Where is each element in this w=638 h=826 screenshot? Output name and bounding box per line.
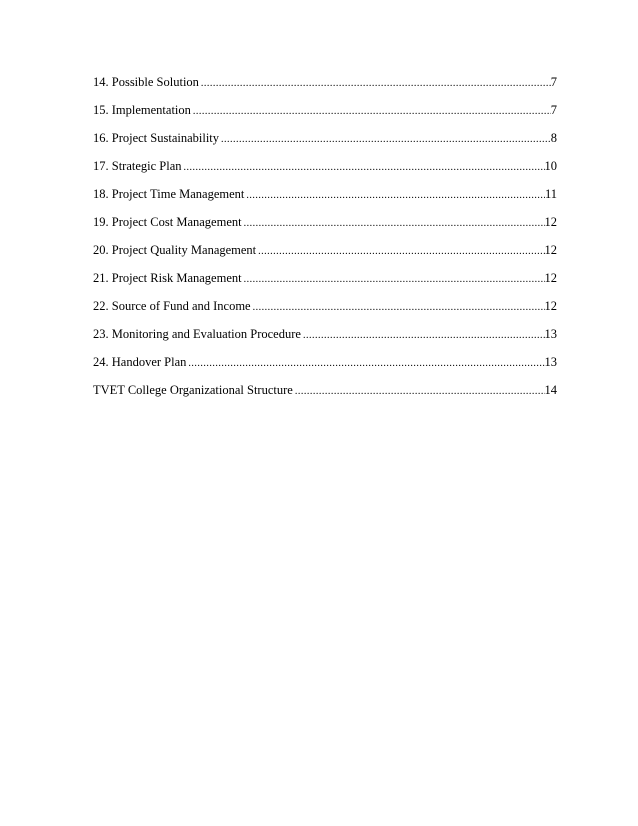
toc-entry-title: 14. Possible Solution xyxy=(93,75,199,89)
toc-page-number: 12 xyxy=(544,299,557,313)
toc-entry[interactable] xyxy=(93,299,557,327)
toc-entry[interactable] xyxy=(93,383,557,411)
toc-dot-leader xyxy=(253,301,545,315)
toc-entry[interactable] xyxy=(93,243,557,271)
toc-entry[interactable] xyxy=(93,327,557,355)
toc-entry[interactable] xyxy=(93,215,557,243)
table-of-contents xyxy=(93,75,557,411)
toc-page-number: 8 xyxy=(550,131,557,145)
toc-entry-title: 17. Strategic Plan xyxy=(93,159,182,173)
toc-dot-leader xyxy=(193,105,551,119)
toc-dot-leader xyxy=(258,245,544,259)
toc-entry-title: 23. Monitoring and Evaluation Procedure xyxy=(93,327,301,341)
toc-entry[interactable] xyxy=(93,355,557,383)
toc-dot-leader xyxy=(221,133,551,147)
toc-dot-leader xyxy=(201,77,551,91)
toc-entry-title: 20. Project Quality Management xyxy=(93,243,257,257)
toc-page-number: 7 xyxy=(550,75,557,89)
toc-entry-title: 19. Project Cost Management xyxy=(93,215,242,229)
toc-page-number: 7 xyxy=(550,103,557,117)
toc-entry-title: 24. Handover Plan xyxy=(93,355,187,369)
toc-page-number: 12 xyxy=(544,271,557,285)
toc-entry[interactable] xyxy=(93,103,557,131)
toc-dot-leader xyxy=(303,329,545,343)
toc-page-number: 11 xyxy=(544,187,557,201)
toc-entry-title: 22. Source of Fund and Income xyxy=(93,299,251,313)
toc-dot-leader xyxy=(295,385,545,399)
toc-entry-title: 18. Project Time Management xyxy=(93,187,245,201)
toc-dot-leader xyxy=(246,189,545,203)
toc-entry[interactable] xyxy=(93,75,557,103)
toc-page-number: 12 xyxy=(544,243,557,257)
toc-entry[interactable] xyxy=(93,271,557,299)
toc-dot-leader xyxy=(244,273,545,287)
toc-entry-title: 21. Project Risk Management xyxy=(93,271,242,285)
toc-dot-leader xyxy=(244,217,545,231)
toc-entry[interactable] xyxy=(93,159,557,187)
toc-entry-title: 15. Implementation xyxy=(93,103,191,117)
toc-page-number: 10 xyxy=(544,159,557,173)
toc-entry[interactable] xyxy=(93,187,557,215)
toc-dot-leader xyxy=(188,357,544,371)
toc-page-number: 12 xyxy=(544,215,557,229)
toc-entry-title: 16. Project Sustainability xyxy=(93,131,220,145)
toc-page-number: 13 xyxy=(544,327,557,341)
toc-dot-leader xyxy=(184,161,545,175)
toc-entry-title: TVET College Organizational Structure xyxy=(93,383,293,397)
toc-page-number: 14 xyxy=(544,383,557,397)
toc-page-number: 13 xyxy=(544,355,557,369)
toc-entry[interactable] xyxy=(93,131,557,159)
